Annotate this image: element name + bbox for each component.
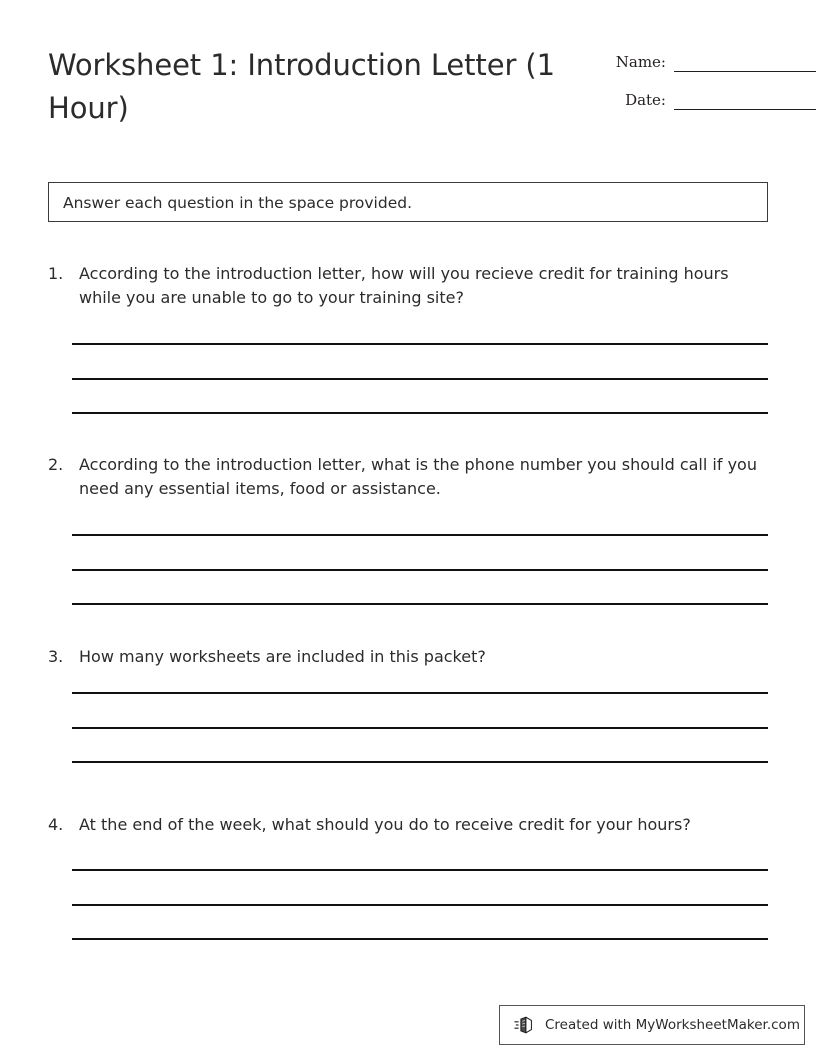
answer-line[interactable] xyxy=(72,869,768,871)
question-number: 4. xyxy=(48,815,64,834)
answer-line[interactable] xyxy=(72,343,768,345)
name-row xyxy=(568,52,816,90)
question-text: According to the introduction letter, what is the phone number you should call if you need any essential items, food or assistance. xyxy=(79,455,757,498)
question-number: 3. xyxy=(48,647,64,666)
instruction-text: Answer each question in the space provided. xyxy=(63,194,413,212)
question-text: How many worksheets are included in this packet? xyxy=(79,647,486,666)
badge-text: Created with MyWorksheetMaker.com xyxy=(545,1017,800,1033)
date-row xyxy=(568,90,816,128)
answer-line[interactable] xyxy=(72,692,768,694)
worksheet-header xyxy=(48,44,768,144)
question-text: According to the introduction letter, how will you recieve credit for training hours while you are unable to go to your training site? xyxy=(79,264,729,307)
badge-inner xyxy=(514,1006,800,1044)
instruction-box xyxy=(48,182,768,222)
answer-line[interactable] xyxy=(72,904,768,906)
answer-line[interactable] xyxy=(72,534,768,536)
answer-line[interactable] xyxy=(72,412,768,414)
name-input-line[interactable] xyxy=(674,71,816,72)
question-number: 2. xyxy=(48,455,64,474)
answer-line[interactable] xyxy=(72,938,768,940)
name-label: Name: xyxy=(615,53,666,71)
answer-line[interactable] xyxy=(72,727,768,729)
footer-badge[interactable] xyxy=(499,1005,805,1045)
page-title: Worksheet 1: Introduction Letter (1 Hour) xyxy=(48,48,555,125)
answer-line[interactable] xyxy=(72,569,768,571)
answer-line[interactable] xyxy=(72,761,768,763)
name-date-block xyxy=(568,52,816,128)
question-number: 1. xyxy=(48,264,64,283)
worksheet-maker-logo-icon xyxy=(514,1014,536,1036)
answer-line[interactable] xyxy=(72,603,768,605)
answer-line[interactable] xyxy=(72,378,768,380)
date-label: Date: xyxy=(625,91,666,109)
question-text: At the end of the week, what should you do to receive credit for your hours? xyxy=(79,815,691,834)
date-input-line[interactable] xyxy=(674,109,816,110)
